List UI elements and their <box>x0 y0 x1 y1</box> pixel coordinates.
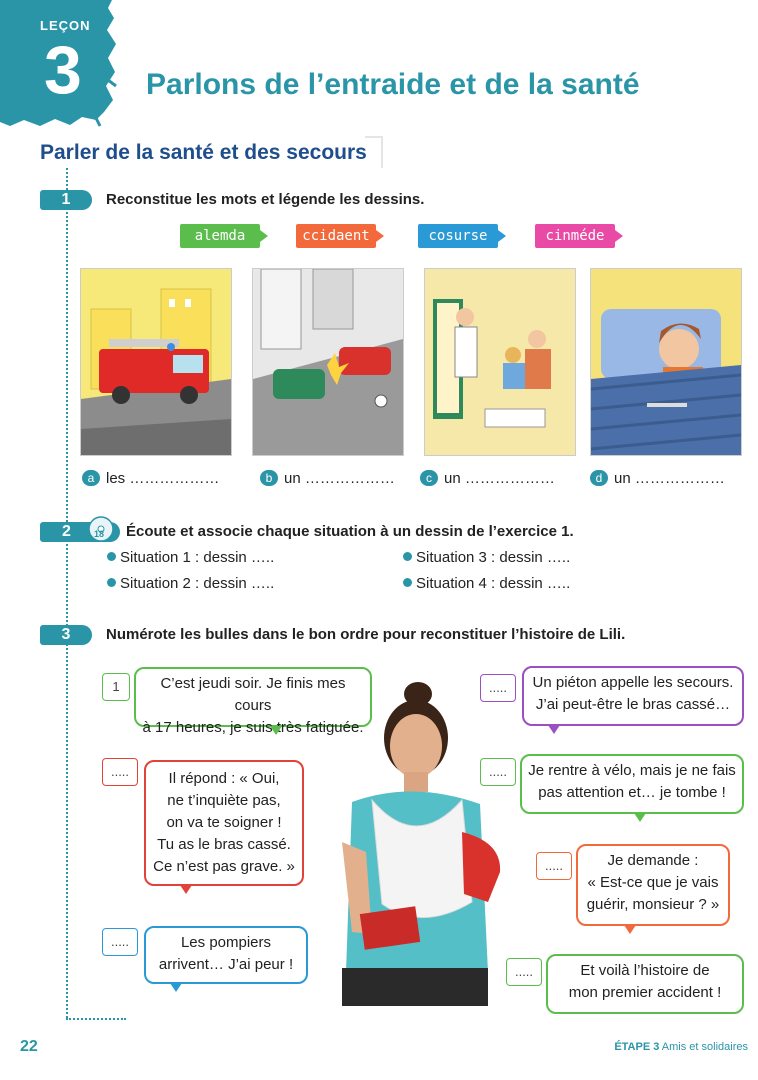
footer-etape-title: Amis et solidaires <box>661 1041 748 1053</box>
bubble-6-tail <box>624 925 636 934</box>
speech-bubble-3 <box>144 926 308 984</box>
bubble-2-line-5: Ce n’est pas grave. » <box>153 858 295 875</box>
situation-1-text: Situation 1 : dessin ….. <box>120 549 275 566</box>
lesson-number: 3 <box>44 32 82 108</box>
situation-2 <box>107 575 274 592</box>
situation-3-text: Situation 3 : dessin ….. <box>416 549 571 566</box>
bubble-6-line-1: Je demande : <box>607 852 699 869</box>
legend-letter-d: d <box>590 470 608 486</box>
bubble-2-tail <box>180 885 192 894</box>
legend-c <box>420 470 555 487</box>
legend-letter-a: a <box>82 470 100 486</box>
bullet-dot-icon <box>107 552 116 561</box>
footer-unit <box>614 1041 748 1053</box>
bubble-6-number-box[interactable]: ..... <box>536 852 572 880</box>
bubble-5-number-box[interactable]: ..... <box>480 758 516 786</box>
word-tag-3: cosurse <box>418 224 498 248</box>
speech-bubble-7 <box>546 954 744 1014</box>
legend-letter-c: c <box>420 470 438 486</box>
audio-track-number: 18 <box>94 529 105 539</box>
drawing-car-accident <box>252 268 404 456</box>
exercise-guide-line <box>66 168 68 1018</box>
footer-etape-label: ÉTAPE 3 <box>614 1041 660 1053</box>
page-number: 22 <box>20 1038 38 1055</box>
word-tag-2: ccidaent <box>296 224 376 248</box>
exercise-1-instruction: Reconstitue les mots et légende les dessins. <box>106 191 425 208</box>
word-tag-3-arrow <box>498 230 506 242</box>
speech-bubble-5 <box>520 754 744 814</box>
drawing-doctor-waiting-room <box>424 268 576 456</box>
bubble-3-number-box[interactable]: ..... <box>102 928 138 956</box>
exercise-guide-end <box>66 1018 126 1020</box>
bubble-2-line-1: Il répond : « Oui, <box>168 770 280 787</box>
bubble-1-number-box[interactable]: 1 <box>102 673 130 701</box>
speech-bubble-4 <box>522 666 744 726</box>
exercise-2-number: 2 <box>40 522 120 542</box>
bubble-4-number-box[interactable]: ..... <box>480 674 516 702</box>
bubble-5-line-1: Je rentre à vélo, mais je ne fais <box>528 762 736 779</box>
exercise-3-instruction: Numérote les bulles dans le bon ordre pour reconstituer l’histoire de Lili. <box>106 626 626 643</box>
situation-3 <box>403 549 570 566</box>
bullet-dot-icon <box>403 578 412 587</box>
situation-4-text: Situation 4 : dessin ….. <box>416 575 571 592</box>
word-tag-1-arrow <box>260 230 268 242</box>
bullet-dot-icon <box>107 578 116 587</box>
legend-c-text: un ……………… <box>444 470 555 487</box>
bubble-6-line-2: « Est-ce que je vais <box>587 874 719 891</box>
exercise-2-instruction: Écoute et associe chaque situation à un dessin de l’exercice 1. <box>126 523 574 540</box>
situation-1 <box>107 549 274 566</box>
word-tag-4-arrow <box>615 230 623 242</box>
bubble-5-line-2: pas attention et… je tombe ! <box>538 784 726 801</box>
bubble-7-number-box[interactable]: ..... <box>506 958 542 986</box>
exercise-3-number: 3 <box>40 625 92 645</box>
speech-bubble-6 <box>576 844 730 926</box>
bubble-4-tail <box>548 725 560 734</box>
situation-2-text: Situation 2 : dessin ….. <box>120 575 275 592</box>
legend-letter-b: b <box>260 470 278 486</box>
lesson-label: LEÇON <box>40 18 91 33</box>
bubble-1-line-2: à 17 heures, je suis très fatiguée. <box>142 719 364 736</box>
section-title-frame <box>365 136 383 168</box>
bubble-2-line-4: Tu as le bras cassé. <box>157 836 291 853</box>
bubble-1-tail <box>270 726 282 735</box>
speech-bubble-1 <box>134 667 372 736</box>
legend-b <box>260 470 395 487</box>
bubble-5-tail <box>634 813 646 822</box>
bubble-2-number-box[interactable]: ..... <box>102 758 138 786</box>
drawing-fire-truck <box>80 268 232 456</box>
bubble-2-line-2: ne t’inquiète pas, <box>167 792 281 809</box>
situation-4 <box>403 575 570 592</box>
drawing-sick-girl-bed <box>590 268 742 456</box>
bubble-3-line-1: Les pompiers <box>180 934 272 951</box>
word-tag-2-arrow <box>376 230 384 242</box>
section-title: Parler de la santé et des secours <box>40 141 367 164</box>
word-tag-1: alemda <box>180 224 260 248</box>
bubble-7-line-2: mon premier accident ! <box>568 984 722 1001</box>
legend-b-text: un ……………… <box>284 470 395 487</box>
bubble-3-line-2: arrivent… J’ai peur ! <box>158 956 294 973</box>
page-title: Parlons de l’entraide et de la santé <box>146 68 640 101</box>
legend-a <box>82 470 219 487</box>
bullet-dot-icon <box>403 552 412 561</box>
bubble-7-line-1: Et voilà l’histoire de <box>580 962 710 979</box>
bubble-3-tail <box>170 983 182 992</box>
bubble-6-line-3: guérir, monsieur ? » <box>586 896 720 913</box>
bubble-4-line-1: Un piéton appelle les secours. <box>532 674 734 691</box>
bubble-2-line-3: on va te soigner ! <box>166 814 282 831</box>
speech-bubble-2 <box>144 760 304 886</box>
legend-d <box>590 470 725 487</box>
exercise-1-number: 1 <box>40 190 92 210</box>
bubble-4-line-2: J’ai peut-être le bras cassé… <box>535 696 731 713</box>
legend-d-text: un ……………… <box>614 470 725 487</box>
legend-a-text: les ……………… <box>106 470 220 487</box>
word-tag-4: cinméde <box>535 224 615 248</box>
bubble-1-line-1: C’est jeudi soir. Je finis mes cours <box>160 675 346 714</box>
